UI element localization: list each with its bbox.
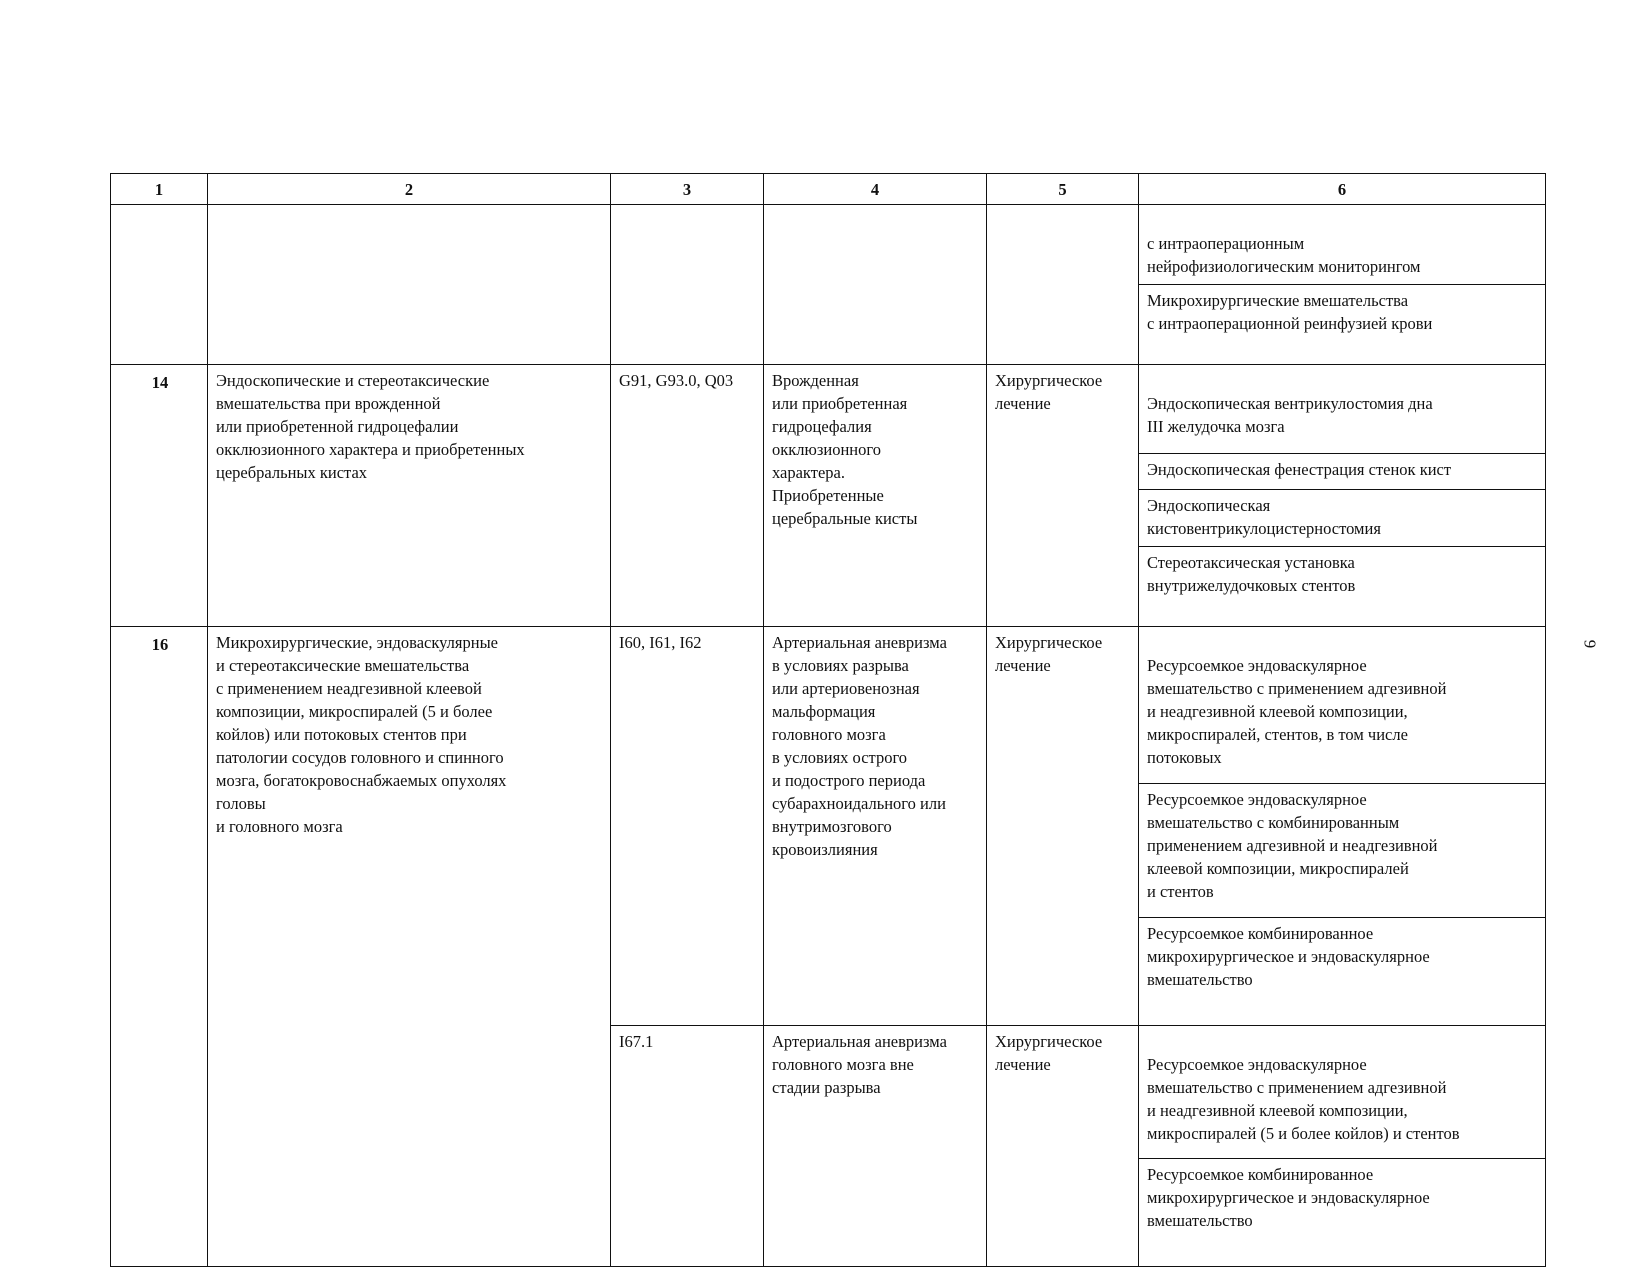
table-row-continuation	[111, 205, 1546, 365]
row-methods	[1139, 627, 1546, 1026]
method-item: Ресурсоемкое эндоваскулярное вмешательство с применением адгезивной и неадгезивной клеевой композиции, микроспиралей, стентов, в том числе потоковых	[1139, 650, 1545, 784]
method-item: Микрохирургические вмешательства с интраоперационной реинфузией крови	[1147, 291, 1433, 333]
row-name: Микрохирургические, эндоваскулярные и стереотаксические вмешательства с применением неадгезивной клеевой композиции, микроспиралей (5 и более койлов) или потоковых стентов при патологии сосудов головного и спинного мозга, богатокровоснабжаемых опухолях головы и головного мозга	[208, 627, 611, 1267]
cell-name	[208, 205, 611, 365]
method-item: Ресурсоемкое комбинированное микрохирургическое и эндоваскулярное вмешательство	[1147, 924, 1430, 989]
row-number: 14	[111, 365, 208, 627]
row-codes: I67.1	[611, 1026, 764, 1267]
cell-treatment	[987, 205, 1139, 365]
header-col-3: 3	[611, 174, 764, 205]
header-col-4: 4	[764, 174, 987, 205]
cell-codes	[611, 205, 764, 365]
row-treatment: Хирургическое лечение	[987, 365, 1139, 627]
header-col-6: 6	[1139, 174, 1546, 205]
cell-number	[111, 205, 208, 365]
method-item: Эндоскопическая вентрикулостомия дна III желудочка мозга	[1139, 388, 1545, 454]
row-methods	[1139, 365, 1546, 627]
row-model: Артериальная аневризма головного мозга вне стадии разрыва	[764, 1026, 987, 1267]
row-methods	[1139, 1026, 1546, 1267]
row-model: Артериальная аневризма в условиях разрыва или артериовенозная мальформация головного мозга в условиях острого и подострого периода субарахноидального или внутримозгового кровоизлияния	[764, 627, 987, 1026]
cell-methods	[1139, 205, 1546, 365]
header-col-5: 5	[987, 174, 1139, 205]
row-treatment: Хирургическое лечение	[987, 627, 1139, 1026]
method-item: Ресурсоемкое комбинированное микрохирургическое и эндоваскулярное вмешательство	[1147, 1165, 1430, 1230]
method-item: с интраоперационным нейрофизиологическим мониторингом	[1139, 228, 1545, 285]
row-number: 16	[111, 627, 208, 1267]
method-item: Ресурсоемкое эндоваскулярное вмешательство с применением адгезивной и неадгезивной клеевой композиции, микроспиралей (5 и более койлов) и стентов	[1139, 1049, 1545, 1159]
header-col-2: 2	[208, 174, 611, 205]
table-row-14	[111, 365, 1546, 627]
method-item: Стереотаксическая установка внутрижелудочковых стентов	[1147, 553, 1356, 595]
header-row	[111, 174, 1546, 205]
row-treatment: Хирургическое лечение	[987, 1026, 1139, 1267]
page-number: 9	[1580, 639, 1600, 649]
row-model: Врожденная или приобретенная гидроцефалия окклюзионного характера. Приобретенные церебральные кисты	[764, 365, 987, 627]
method-item: Эндоскопическая фенестрация стенок кист	[1139, 454, 1545, 490]
row-codes: I60, I61, I62	[611, 627, 764, 1026]
table-row-16a	[111, 627, 1546, 1026]
row-codes: G91, G93.0, Q03	[611, 365, 764, 627]
method-item: Ресурсоемкое эндоваскулярное вмешательство с комбинированным применением адгезивной и неадгезивной клеевой композиции, микроспиралей и стентов	[1139, 784, 1545, 918]
header-col-1: 1	[111, 174, 208, 205]
medical-care-table	[110, 173, 1546, 1267]
row-name: Эндоскопические и стереотаксические вмешательства при врожденной или приобретенной гидроцефалии окклюзионного характера и приобретенных церебральных кистах	[208, 365, 611, 627]
method-item: Эндоскопическая кистовентрикулоцистерностомия	[1139, 490, 1545, 547]
cell-model	[764, 205, 987, 365]
